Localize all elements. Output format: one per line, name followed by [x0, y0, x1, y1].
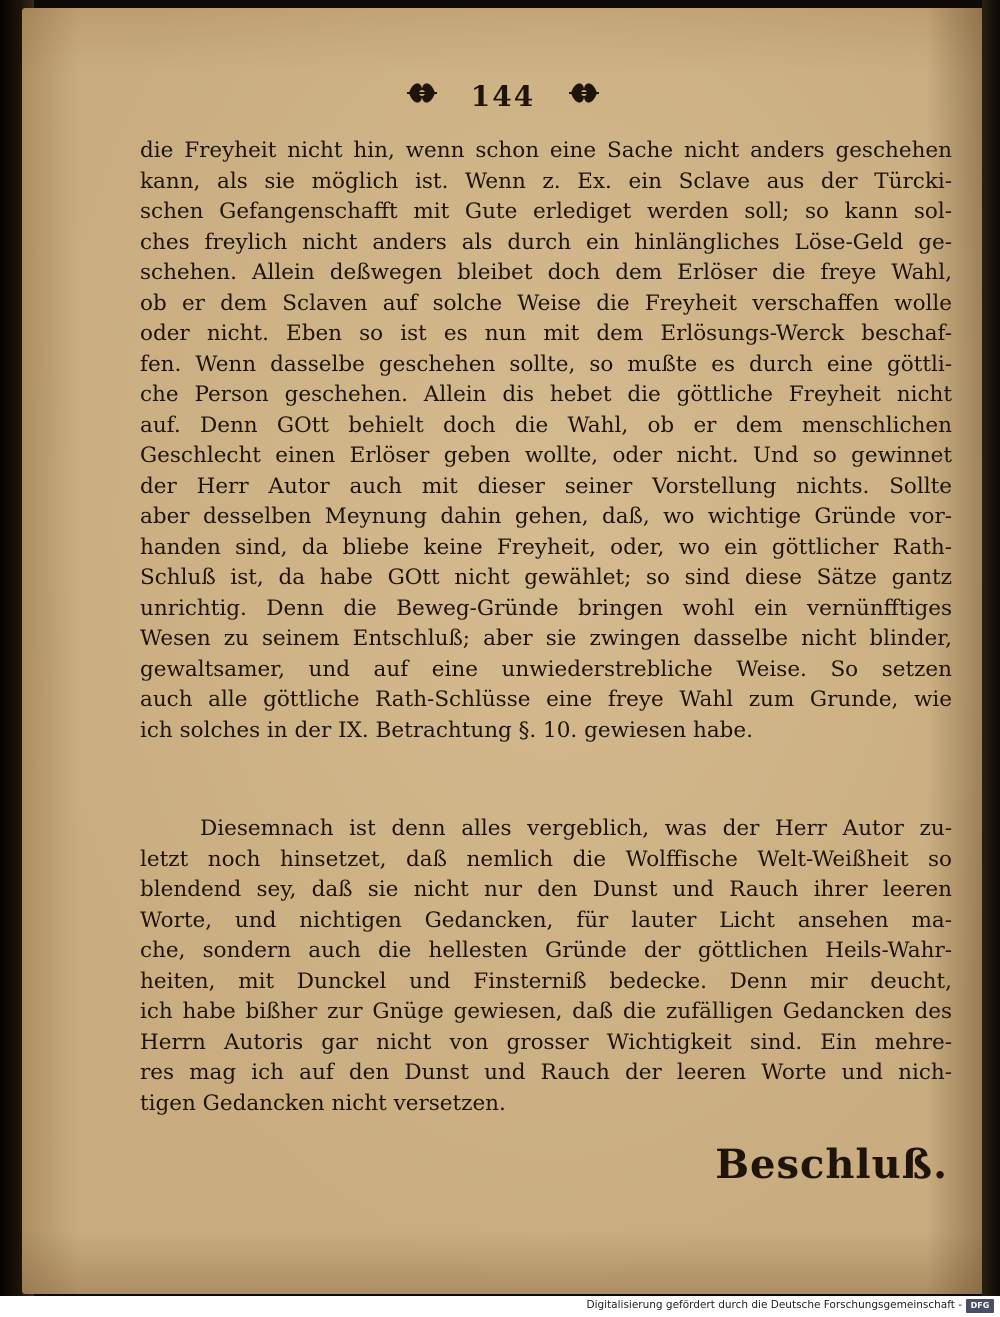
text-line: der Herr Autor auch mit dieser seiner Vorstellung nichts. Sollte: [140, 473, 952, 499]
text-line: blendend sey, daß sie nicht nur den Dunst und Rauch ihrer leeren: [140, 877, 952, 902]
text-line: che Person geschehen. Allein dis hebet die göttliche Freyheit nicht: [140, 382, 952, 407]
text-line: ches freylich nicht anders als durch ein hinlängliches Löse-Geld ge-: [140, 229, 952, 255]
text-line: Geschlecht einen Erlöser geben wollte, oder nicht. Und so gewinnet: [140, 443, 952, 468]
text-line: aber desselben Meynung dahin gehen, daß, wo wichtige Gründe vor-: [140, 504, 952, 529]
text-line: gewaltsamer, und auf eine unwiederstrebliche Weise. So setzen: [140, 656, 952, 682]
text-line: Wesen zu seinem Entschluß; aber sie zwingen dasselbe nicht blinder,: [140, 626, 952, 651]
dfg-logo-icon[interactable]: DFG: [966, 1299, 994, 1313]
text-line: Worte, und nichtigen Gedancken, für lauter Licht ansehen ma-: [140, 907, 952, 933]
text-line: oder nicht. Eben so ist es nun mit dem Erlösungs-Werck beschaf-: [140, 321, 952, 346]
running-head: [22, 78, 984, 115]
text-line: Diesemnach ist denn alles vergeblich, was der Herr Autor zu-: [200, 816, 952, 841]
fleuron-ornament-icon: [405, 78, 439, 115]
text-line: ich solches in der IX. Betrachtung §. 10. gewiesen habe.: [140, 717, 753, 743]
section-heading: Beschluß.: [715, 1141, 948, 1188]
text-line: schehen. Allein deßwegen bleibet doch dem Erlöser die freye Wahl,: [140, 260, 952, 285]
text-line: auf. Denn GOtt behielt doch die Wahl, ob er dem menschlichen: [140, 412, 952, 438]
text-line: che, sondern auch die hellesten Gründe der göttlichen Heils-Wahr-: [140, 938, 952, 963]
page-edge-shadow: [982, 0, 1000, 1296]
attribution-text: Digitalisierung gefördert durch die Deutsche Forschungsgemeinschaft -: [586, 1299, 962, 1311]
text-line: kann, als sie möglich ist. Wenn z. Ex. ein Sclave aus der Türcki-: [140, 168, 952, 194]
text-line: handen sind, da bliebe keine Freyheit, oder, wo ein göttlicher Rath-: [140, 534, 952, 560]
body-paragraph: [140, 136, 952, 746]
text-line: res mag ich auf den Dunst und Rauch der leeren Worte und nich-: [140, 1060, 952, 1085]
body-paragraph: [140, 814, 952, 1119]
text-line: fen. Wenn dasselbe geschehen sollte, so mußte es durch eine göttli-: [140, 351, 952, 377]
text-line: unrichtig. Denn die Beweg-Gründe bringen wohl ein vernünfftiges: [140, 595, 952, 621]
book-page: [22, 8, 984, 1294]
text-line: letzt noch hinsetzet, daß nemlich die Wolffische Welt-Weißheit so: [140, 846, 952, 872]
text-line: schen Gefangenschafft mit Gute erlediget werden soll; so kann sol-: [140, 199, 952, 224]
text-line: tigen Gedancken nicht versetzen.: [140, 1090, 506, 1116]
text-line: ob er dem Sclaven auf solche Weise die Freyheit verschaffen wolle: [140, 290, 952, 316]
text-line: Schluß ist, da habe GOtt nicht gewählet; so sind diese Sätze gantz: [140, 565, 952, 590]
attribution-footer: [0, 1296, 1000, 1317]
text-line: heiten, mit Dunckel und Finsterniß bedecke. Denn mir deucht,: [140, 968, 952, 994]
text-line: Herrn Autoris gar nicht von grosser Wichtigkeit sind. Ein mehre-: [140, 1029, 952, 1055]
fleuron-ornament-icon: [567, 78, 601, 115]
text-line: die Freyheit nicht hin, wenn schon eine Sache nicht anders geschehen: [140, 138, 952, 163]
text-line: ich habe bißher zur Gnüge gewiesen, daß die zufälligen Gedancken des: [140, 999, 952, 1024]
page-number: 144: [470, 80, 536, 113]
text-line: auch alle göttliche Rath-Schlüsse eine freye Wahl zum Grunde, wie: [140, 687, 952, 712]
